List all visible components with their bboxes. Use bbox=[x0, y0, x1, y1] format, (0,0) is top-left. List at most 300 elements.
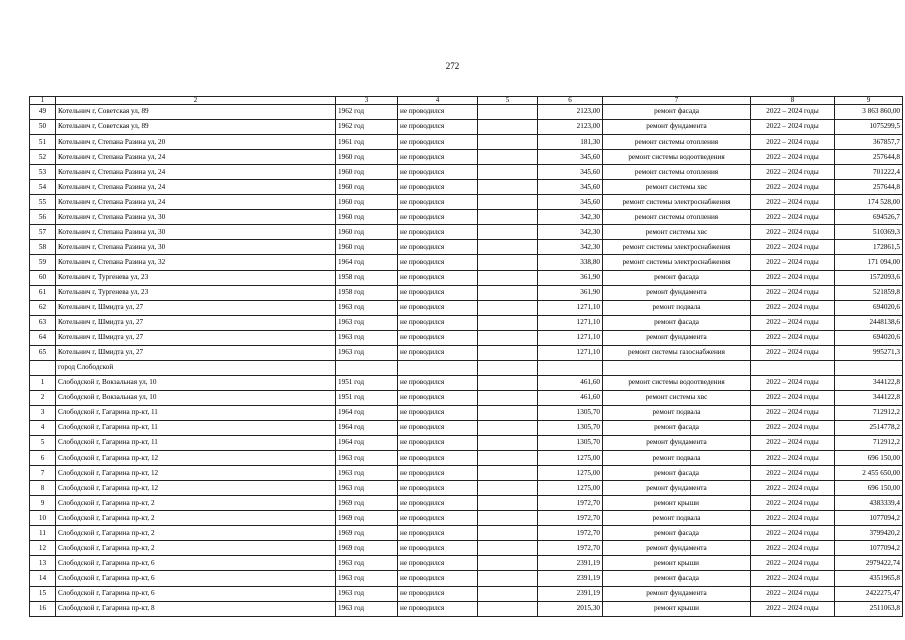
column-5-cell bbox=[478, 420, 538, 435]
table-row bbox=[30, 601, 903, 616]
year-cell: 1960 год bbox=[336, 225, 398, 240]
table-row bbox=[30, 345, 903, 360]
column-5-cell bbox=[478, 195, 538, 210]
period-cell: 2022 – 2024 годы bbox=[751, 135, 835, 150]
address-cell: Котельнич г, Степана Разина ул, 24 bbox=[56, 150, 336, 165]
column-5-cell bbox=[478, 105, 538, 120]
year-cell: 1963 год bbox=[336, 571, 398, 586]
last-repair-cell: не проводился bbox=[398, 571, 478, 586]
row-number-cell: 63 bbox=[30, 315, 56, 330]
area-cell: 1271,10 bbox=[538, 300, 603, 315]
work-type-cell: ремонт системы отопления bbox=[603, 210, 751, 225]
work-type-cell: ремонт крыши bbox=[603, 556, 751, 571]
year-cell: 1964 год bbox=[336, 405, 398, 420]
work-type-cell: ремонт подвала bbox=[603, 511, 751, 526]
row-number-cell: 2 bbox=[30, 390, 56, 405]
year-cell: 1969 год bbox=[336, 511, 398, 526]
row-number-cell: 49 bbox=[30, 105, 56, 120]
address-cell: Котельнич г, Тургенева ул, 23 bbox=[56, 285, 336, 300]
cost-cell: 510369,3 bbox=[835, 225, 903, 240]
address-cell: Котельнич г, Степана Разина ул, 30 bbox=[56, 210, 336, 225]
table-row bbox=[30, 165, 903, 180]
address-cell: Слободской г, Гагарина пр-кт, 6 bbox=[56, 586, 336, 601]
column-5-cell bbox=[478, 526, 538, 541]
period-cell: 2022 – 2024 годы bbox=[751, 556, 835, 571]
column-header: 6 bbox=[538, 97, 603, 105]
work-type-cell: ремонт фундамента bbox=[603, 285, 751, 300]
last-repair-cell: не проводился bbox=[398, 405, 478, 420]
period-cell: 2022 – 2024 годы bbox=[751, 405, 835, 420]
cost-cell: 712912,2 bbox=[835, 436, 903, 451]
row-number-cell: 51 bbox=[30, 135, 56, 150]
cost-cell: 712912,2 bbox=[835, 405, 903, 420]
last-repair-cell: не проводился bbox=[398, 240, 478, 255]
last-repair-cell: не проводился bbox=[398, 420, 478, 435]
table-row bbox=[30, 150, 903, 165]
table-body bbox=[30, 97, 903, 617]
column-5-cell bbox=[478, 150, 538, 165]
address-cell: Котельнич г, Шмидта ул, 27 bbox=[56, 345, 336, 360]
column-header: 8 bbox=[751, 97, 835, 105]
last-repair-cell: не проводился bbox=[398, 150, 478, 165]
row-number-cell: 55 bbox=[30, 195, 56, 210]
column-5-cell bbox=[478, 165, 538, 180]
last-repair-cell: не проводился bbox=[398, 180, 478, 195]
column-5-cell bbox=[478, 451, 538, 466]
table-row bbox=[30, 315, 903, 330]
area-cell: 2391,19 bbox=[538, 556, 603, 571]
table-row bbox=[30, 420, 903, 435]
address-cell: Котельнич г, Степана Разина ул, 20 bbox=[56, 135, 336, 150]
work-type-cell: ремонт системы хвс bbox=[603, 390, 751, 405]
cost-cell: 257644,8 bbox=[835, 180, 903, 195]
address-cell: Котельнич г, Тургенева ул, 23 bbox=[56, 270, 336, 285]
table-row bbox=[30, 526, 903, 541]
work-type-cell: ремонт фасада bbox=[603, 315, 751, 330]
cost-cell: 701222,4 bbox=[835, 165, 903, 180]
address-cell: Слободской г, Гагарина пр-кт, 8 bbox=[56, 601, 336, 616]
empty-cell bbox=[538, 360, 603, 375]
period-cell: 2022 – 2024 годы bbox=[751, 526, 835, 541]
table-row bbox=[30, 436, 903, 451]
row-number-cell: 5 bbox=[30, 436, 56, 451]
area-cell: 345,60 bbox=[538, 165, 603, 180]
area-cell: 1305,70 bbox=[538, 420, 603, 435]
column-5-cell bbox=[478, 180, 538, 195]
column-header: 3 bbox=[336, 97, 398, 105]
work-type-cell: ремонт подвала bbox=[603, 451, 751, 466]
column-5-cell bbox=[478, 586, 538, 601]
last-repair-cell: не проводился bbox=[398, 285, 478, 300]
address-cell: Котельнич г, Шмидта ул, 27 bbox=[56, 315, 336, 330]
work-type-cell: ремонт системы электроснабжения bbox=[603, 240, 751, 255]
area-cell: 1271,10 bbox=[538, 330, 603, 345]
work-type-cell: ремонт системы отопления bbox=[603, 135, 751, 150]
cost-cell: 2511063,8 bbox=[835, 601, 903, 616]
cost-cell: 694020,6 bbox=[835, 330, 903, 345]
cost-cell: 4383339,4 bbox=[835, 496, 903, 511]
address-cell: Котельнич г, Степана Разина ул, 24 bbox=[56, 180, 336, 195]
row-number-cell: 15 bbox=[30, 586, 56, 601]
table-row bbox=[30, 586, 903, 601]
table-row bbox=[30, 481, 903, 496]
table-row bbox=[30, 285, 903, 300]
year-cell: 1963 год bbox=[336, 330, 398, 345]
column-5-cell bbox=[478, 601, 538, 616]
column-5-cell bbox=[478, 315, 538, 330]
row-number-cell: 10 bbox=[30, 511, 56, 526]
column-5-cell bbox=[478, 511, 538, 526]
year-cell: 1964 год bbox=[336, 436, 398, 451]
table-row bbox=[30, 255, 903, 270]
address-cell: Слободской г, Гагарина пр-кт, 12 bbox=[56, 481, 336, 496]
area-cell: 1305,70 bbox=[538, 436, 603, 451]
work-type-cell: ремонт фундамента bbox=[603, 481, 751, 496]
row-number-cell: 9 bbox=[30, 496, 56, 511]
last-repair-cell: не проводился bbox=[398, 586, 478, 601]
column-5-cell bbox=[478, 300, 538, 315]
cost-cell: 995271,3 bbox=[835, 345, 903, 360]
row-number-cell: 53 bbox=[30, 165, 56, 180]
cost-cell: 367857,7 bbox=[835, 135, 903, 150]
last-repair-cell: не проводился bbox=[398, 375, 478, 390]
year-cell: 1964 год bbox=[336, 255, 398, 270]
work-type-cell: ремонт подвала bbox=[603, 300, 751, 315]
cost-cell: 2 455 650,00 bbox=[835, 466, 903, 481]
area-cell: 2123,00 bbox=[538, 105, 603, 120]
area-cell: 1275,00 bbox=[538, 466, 603, 481]
period-cell: 2022 – 2024 годы bbox=[751, 390, 835, 405]
period-cell: 2022 – 2024 годы bbox=[751, 270, 835, 285]
area-cell: 2123,00 bbox=[538, 120, 603, 135]
table-row bbox=[30, 405, 903, 420]
year-cell: 1960 год bbox=[336, 150, 398, 165]
period-cell: 2022 – 2024 годы bbox=[751, 285, 835, 300]
column-5-cell bbox=[478, 390, 538, 405]
row-number-cell: 64 bbox=[30, 330, 56, 345]
year-cell: 1963 год bbox=[336, 451, 398, 466]
empty-cell bbox=[751, 360, 835, 375]
column-5-cell bbox=[478, 436, 538, 451]
last-repair-cell: не проводился bbox=[398, 330, 478, 345]
last-repair-cell: не проводился bbox=[398, 195, 478, 210]
column-header: 5 bbox=[478, 97, 538, 105]
last-repair-cell: не проводился bbox=[398, 255, 478, 270]
cost-cell: 696 150,00 bbox=[835, 451, 903, 466]
table-row bbox=[30, 556, 903, 571]
table-header-row bbox=[30, 97, 903, 105]
area-cell: 1271,10 bbox=[538, 345, 603, 360]
area-cell: 1972,70 bbox=[538, 496, 603, 511]
section-title: город Слободской bbox=[56, 360, 336, 375]
column-5-cell bbox=[478, 270, 538, 285]
area-cell: 2391,19 bbox=[538, 571, 603, 586]
address-cell: Слободской г, Гагарина пр-кт, 12 bbox=[56, 466, 336, 481]
cost-cell: 694526,7 bbox=[835, 210, 903, 225]
column-header: 4 bbox=[398, 97, 478, 105]
last-repair-cell: не проводился bbox=[398, 451, 478, 466]
row-number-cell: 12 bbox=[30, 541, 56, 556]
work-type-cell: ремонт фундамента bbox=[603, 330, 751, 345]
period-cell: 2022 – 2024 годы bbox=[751, 150, 835, 165]
cost-cell: 1572093,6 bbox=[835, 270, 903, 285]
cost-cell: 2422275,47 bbox=[835, 586, 903, 601]
work-type-cell: ремонт фундамента bbox=[603, 436, 751, 451]
column-5-cell bbox=[478, 255, 538, 270]
cost-cell: 696 150,00 bbox=[835, 481, 903, 496]
column-5-cell bbox=[478, 496, 538, 511]
period-cell: 2022 – 2024 годы bbox=[751, 255, 835, 270]
row-number-cell: 14 bbox=[30, 571, 56, 586]
year-cell: 1963 год bbox=[336, 466, 398, 481]
cost-cell: 3799420,2 bbox=[835, 526, 903, 541]
last-repair-cell: не проводился bbox=[398, 120, 478, 135]
year-cell: 1958 год bbox=[336, 285, 398, 300]
cost-cell: 1077094,2 bbox=[835, 541, 903, 556]
row-number-cell: 60 bbox=[30, 270, 56, 285]
last-repair-cell: не проводился bbox=[398, 526, 478, 541]
area-cell: 2391,19 bbox=[538, 586, 603, 601]
work-type-cell: ремонт фасада bbox=[603, 270, 751, 285]
column-5-cell bbox=[478, 466, 538, 481]
column-5-cell bbox=[478, 541, 538, 556]
year-cell: 1958 год bbox=[336, 270, 398, 285]
row-number-cell: 3 bbox=[30, 405, 56, 420]
address-cell: Котельнич г, Степана Разина ул, 32 bbox=[56, 255, 336, 270]
last-repair-cell: не проводился bbox=[398, 466, 478, 481]
column-5-cell bbox=[478, 556, 538, 571]
period-cell: 2022 – 2024 годы bbox=[751, 315, 835, 330]
address-cell: Котельнич г, Советская ул, 89 bbox=[56, 120, 336, 135]
area-cell: 1972,70 bbox=[538, 541, 603, 556]
row-number-cell: 16 bbox=[30, 601, 56, 616]
year-cell: 1960 год bbox=[336, 180, 398, 195]
last-repair-cell: не проводился bbox=[398, 345, 478, 360]
period-cell: 2022 – 2024 годы bbox=[751, 300, 835, 315]
address-cell: Котельнич г, Степана Разина ул, 24 bbox=[56, 165, 336, 180]
cost-cell: 2514778,2 bbox=[835, 420, 903, 435]
last-repair-cell: не проводился bbox=[398, 300, 478, 315]
empty-cell bbox=[398, 360, 478, 375]
year-cell: 1960 год bbox=[336, 240, 398, 255]
period-cell: 2022 – 2024 годы bbox=[751, 511, 835, 526]
table-row bbox=[30, 330, 903, 345]
year-cell: 1963 год bbox=[336, 556, 398, 571]
address-cell: Котельнич г, Советская ул, 89 bbox=[56, 105, 336, 120]
column-header: 2 bbox=[56, 97, 336, 105]
row-number-cell: 52 bbox=[30, 150, 56, 165]
work-type-cell: ремонт системы хвс bbox=[603, 225, 751, 240]
area-cell: 1275,00 bbox=[538, 481, 603, 496]
row-number-cell: 1 bbox=[30, 375, 56, 390]
address-cell: Слободской г, Гагарина пр-кт, 6 bbox=[56, 571, 336, 586]
work-type-cell: ремонт фасада bbox=[603, 105, 751, 120]
year-cell: 1963 год bbox=[336, 300, 398, 315]
last-repair-cell: не проводился bbox=[398, 481, 478, 496]
column-5-cell bbox=[478, 405, 538, 420]
row-number-cell: 11 bbox=[30, 526, 56, 541]
year-cell: 1962 год bbox=[336, 105, 398, 120]
cost-cell: 2979422,74 bbox=[835, 556, 903, 571]
table-row bbox=[30, 135, 903, 150]
empty-cell bbox=[478, 360, 538, 375]
period-cell: 2022 – 2024 годы bbox=[751, 451, 835, 466]
cost-cell: 171 094,00 bbox=[835, 255, 903, 270]
cost-cell: 344122,8 bbox=[835, 390, 903, 405]
column-5-cell bbox=[478, 210, 538, 225]
cost-cell: 1077094,2 bbox=[835, 511, 903, 526]
year-cell: 1960 год bbox=[336, 165, 398, 180]
address-cell: Слободской г, Вокзальная ул, 10 bbox=[56, 375, 336, 390]
area-cell: 361,90 bbox=[538, 270, 603, 285]
work-type-cell: ремонт системы газоснабжения bbox=[603, 345, 751, 360]
last-repair-cell: не проводился bbox=[398, 496, 478, 511]
last-repair-cell: не проводился bbox=[398, 105, 478, 120]
cost-cell: 694020,6 bbox=[835, 300, 903, 315]
column-5-cell bbox=[478, 330, 538, 345]
column-5-cell bbox=[478, 285, 538, 300]
work-type-cell: ремонт подвала bbox=[603, 405, 751, 420]
work-type-cell: ремонт системы хвс bbox=[603, 180, 751, 195]
area-cell: 1305,70 bbox=[538, 405, 603, 420]
year-cell: 1963 год bbox=[336, 345, 398, 360]
area-cell: 338,80 bbox=[538, 255, 603, 270]
address-cell: Слободской г, Вокзальная ул, 10 bbox=[56, 390, 336, 405]
year-cell: 1963 год bbox=[336, 586, 398, 601]
area-cell: 342,30 bbox=[538, 240, 603, 255]
work-type-cell: ремонт системы отопления bbox=[603, 165, 751, 180]
table-row bbox=[30, 180, 903, 195]
last-repair-cell: не проводился bbox=[398, 210, 478, 225]
area-cell: 345,60 bbox=[538, 150, 603, 165]
year-cell: 1961 год bbox=[336, 135, 398, 150]
year-cell: 1964 год bbox=[336, 420, 398, 435]
last-repair-cell: не проводился bbox=[398, 556, 478, 571]
period-cell: 2022 – 2024 годы bbox=[751, 345, 835, 360]
address-cell: Слободской г, Гагарина пр-кт, 6 bbox=[56, 556, 336, 571]
period-cell: 2022 – 2024 годы bbox=[751, 120, 835, 135]
row-number-cell: 61 bbox=[30, 285, 56, 300]
year-cell: 1960 год bbox=[336, 195, 398, 210]
cost-cell: 521859,8 bbox=[835, 285, 903, 300]
area-cell: 1275,00 bbox=[538, 451, 603, 466]
row-number-cell: 7 bbox=[30, 466, 56, 481]
work-type-cell: ремонт фундамента bbox=[603, 541, 751, 556]
table-row bbox=[30, 390, 903, 405]
table-row bbox=[30, 270, 903, 285]
period-cell: 2022 – 2024 годы bbox=[751, 330, 835, 345]
row-number-cell: 13 bbox=[30, 556, 56, 571]
period-cell: 2022 – 2024 годы bbox=[751, 210, 835, 225]
last-repair-cell: не проводился bbox=[398, 601, 478, 616]
year-cell: 1951 год bbox=[336, 390, 398, 405]
column-5-cell bbox=[478, 375, 538, 390]
row-number-cell: 57 bbox=[30, 225, 56, 240]
last-repair-cell: не проводился bbox=[398, 541, 478, 556]
table-row bbox=[30, 466, 903, 481]
row-number-cell: 59 bbox=[30, 255, 56, 270]
year-cell: 1951 год bbox=[336, 375, 398, 390]
work-type-cell: ремонт системы водоотведения bbox=[603, 375, 751, 390]
period-cell: 2022 – 2024 годы bbox=[751, 225, 835, 240]
period-cell: 2022 – 2024 годы bbox=[751, 481, 835, 496]
table-row bbox=[30, 105, 903, 120]
year-cell: 1969 год bbox=[336, 541, 398, 556]
period-cell: 2022 – 2024 годы bbox=[751, 240, 835, 255]
last-repair-cell: не проводился bbox=[398, 315, 478, 330]
row-number-cell: 8 bbox=[30, 481, 56, 496]
column-5-cell bbox=[478, 345, 538, 360]
column-5-cell bbox=[478, 120, 538, 135]
row-number-cell: 4 bbox=[30, 420, 56, 435]
empty-cell bbox=[603, 360, 751, 375]
work-type-cell: ремонт системы водоотведения bbox=[603, 150, 751, 165]
work-type-cell: ремонт крыши bbox=[603, 601, 751, 616]
work-type-cell: ремонт системы электроснабжения bbox=[603, 195, 751, 210]
address-cell: Слободской г, Гагарина пр-кт, 12 bbox=[56, 451, 336, 466]
column-5-cell bbox=[478, 135, 538, 150]
table-row bbox=[30, 120, 903, 135]
empty-cell bbox=[336, 360, 398, 375]
area-cell: 461,60 bbox=[538, 390, 603, 405]
table-row bbox=[30, 240, 903, 255]
period-cell: 2022 – 2024 годы bbox=[751, 586, 835, 601]
area-cell: 1271,10 bbox=[538, 315, 603, 330]
last-repair-cell: не проводился bbox=[398, 135, 478, 150]
address-cell: Котельнич г, Степана Разина ул, 30 bbox=[56, 225, 336, 240]
address-cell: Слободской г, Гагарина пр-кт, 2 bbox=[56, 511, 336, 526]
table-row bbox=[30, 225, 903, 240]
period-cell: 2022 – 2024 годы bbox=[751, 195, 835, 210]
work-type-cell: ремонт крыши bbox=[603, 496, 751, 511]
table-row bbox=[30, 210, 903, 225]
page-number: 272 bbox=[445, 61, 460, 71]
row-number-cell: 54 bbox=[30, 180, 56, 195]
area-cell: 1972,70 bbox=[538, 526, 603, 541]
table-row bbox=[30, 571, 903, 586]
table-row bbox=[30, 511, 903, 526]
area-cell: 342,30 bbox=[538, 210, 603, 225]
table-row bbox=[30, 541, 903, 556]
table-row bbox=[30, 496, 903, 511]
work-type-cell: ремонт фундамента bbox=[603, 120, 751, 135]
table-row bbox=[30, 451, 903, 466]
cost-cell: 344122,8 bbox=[835, 375, 903, 390]
last-repair-cell: не проводился bbox=[398, 390, 478, 405]
year-cell: 1963 год bbox=[336, 315, 398, 330]
cost-cell: 2448138,6 bbox=[835, 315, 903, 330]
cost-cell: 172861,5 bbox=[835, 240, 903, 255]
cost-cell: 1075299,5 bbox=[835, 120, 903, 135]
period-cell: 2022 – 2024 годы bbox=[751, 496, 835, 511]
year-cell: 1963 год bbox=[336, 481, 398, 496]
column-5-cell bbox=[478, 225, 538, 240]
cost-cell: 174 528,00 bbox=[835, 195, 903, 210]
last-repair-cell: не проводился bbox=[398, 165, 478, 180]
section-row bbox=[30, 360, 903, 375]
work-type-cell: ремонт фундамента bbox=[603, 586, 751, 601]
year-cell: 1962 год bbox=[336, 120, 398, 135]
cost-cell: 4351965,8 bbox=[835, 571, 903, 586]
column-header: 1 bbox=[30, 97, 56, 105]
work-type-cell: ремонт системы электроснабжения bbox=[603, 255, 751, 270]
table-row bbox=[30, 375, 903, 390]
address-cell: Котельнич г, Степана Разина ул, 30 bbox=[56, 240, 336, 255]
empty-cell bbox=[835, 360, 903, 375]
column-5-cell bbox=[478, 240, 538, 255]
work-type-cell: ремонт фасада bbox=[603, 571, 751, 586]
period-cell: 2022 – 2024 годы bbox=[751, 571, 835, 586]
